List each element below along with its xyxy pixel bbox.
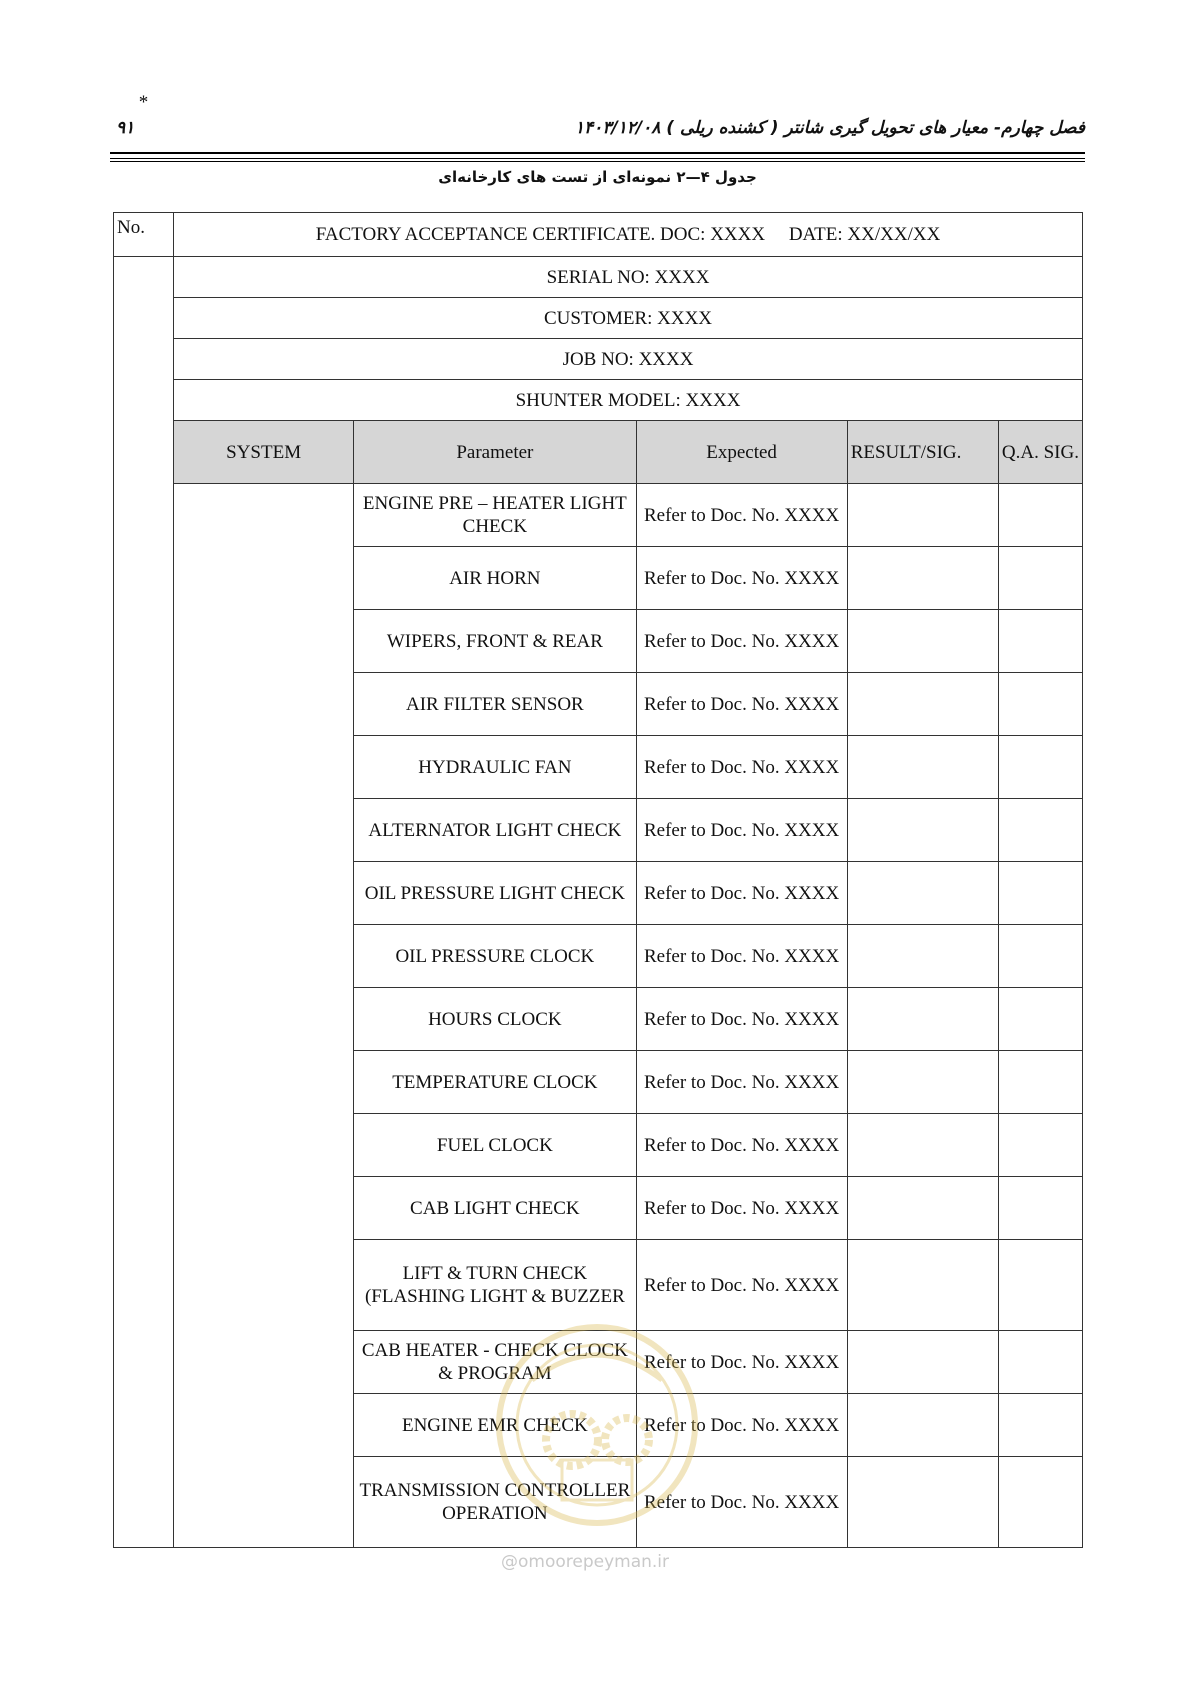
parameter-cell: AIR FILTER SENSOR [354,673,636,736]
expected-cell: Refer to Doc. No. XXXX [636,547,847,610]
column-header-row [114,421,1083,484]
expected-cell: Refer to Doc. No. XXXX [636,1331,847,1394]
expected-cell: Refer to Doc. No. XXXX [636,610,847,673]
parameter-cell: CAB LIGHT CHECK [354,1177,636,1240]
job-row [114,339,1083,380]
shunter-model: SHUNTER MODEL: XXXX [174,380,1083,421]
certificate-title-row [114,213,1083,257]
expected-cell: Refer to Doc. No. XXXX [636,799,847,862]
qa-sig-cell[interactable] [998,988,1082,1051]
qa-sig-cell[interactable] [998,1177,1082,1240]
parameter-cell: ENGINE EMR CHECK [354,1394,636,1457]
expected-cell: Refer to Doc. No. XXXX [636,1114,847,1177]
parameter-cell: AIR HORN [354,547,636,610]
result-cell[interactable] [847,1331,998,1394]
system-cell [174,484,354,1548]
customer-row [114,298,1083,339]
result-cell[interactable] [847,673,998,736]
qa-sig-cell[interactable] [998,610,1082,673]
qa-sig-cell[interactable] [998,736,1082,799]
result-cell[interactable] [847,1177,998,1240]
expected-cell: Refer to Doc. No. XXXX [636,1457,847,1548]
serial-number: SERIAL NO: XXXX [174,257,1083,298]
table-row [114,484,1083,547]
result-cell[interactable] [847,736,998,799]
page-header [110,118,1085,148]
result-cell[interactable] [847,1240,998,1331]
chapter-title: فصل چهارم- معیار های تحویل گیری شانتر ( کشنده ریلی ) ۱۴۰۳/۱۲/۰۸ [574,118,1085,138]
header-rule-thick [110,152,1085,154]
qa-sig-cell[interactable] [998,1240,1082,1331]
no-label: No. [114,213,174,257]
result-cell[interactable] [847,988,998,1051]
qa-sig-cell[interactable] [998,1394,1082,1457]
result-cell[interactable] [847,862,998,925]
parameter-cell: WIPERS, FRONT & REAR [354,610,636,673]
table-caption: جدول ۴—۲ نمونه‌ای از تست های کارخانه‌ای [438,168,757,186]
result-cell[interactable] [847,547,998,610]
parameter-cell: HYDRAULIC FAN [354,736,636,799]
expected-cell: Refer to Doc. No. XXXX [636,1177,847,1240]
parameter-cell: OIL PRESSURE LIGHT CHECK [354,862,636,925]
result-cell[interactable] [847,1114,998,1177]
expected-cell: Refer to Doc. No. XXXX [636,484,847,547]
col-qa-sig: Q.A. SIG. [998,421,1082,484]
parameter-cell: OIL PRESSURE CLOCK [354,925,636,988]
job-number: JOB NO: XXXX [174,339,1083,380]
parameter-cell: LIFT & TURN CHECK (FLASHING LIGHT & BUZZER [354,1240,636,1331]
model-row [114,380,1083,421]
result-cell[interactable] [847,1457,998,1548]
qa-sig-cell[interactable] [998,925,1082,988]
result-cell[interactable] [847,1051,998,1114]
col-expected: Expected [636,421,847,484]
expected-cell: Refer to Doc. No. XXXX [636,1051,847,1114]
header-rule-thin [110,158,1085,159]
star-marker: * [138,91,149,113]
qa-sig-cell[interactable] [998,1051,1082,1114]
qa-sig-cell[interactable] [998,1331,1082,1394]
result-cell[interactable] [847,925,998,988]
expected-cell: Refer to Doc. No. XXXX [636,925,847,988]
serial-row [114,257,1083,298]
result-cell[interactable] [847,484,998,547]
parameter-cell: HOURS CLOCK [354,988,636,1051]
parameter-cell: ALTERNATOR LIGHT CHECK [354,799,636,862]
customer: CUSTOMER: XXXX [174,298,1083,339]
expected-cell: Refer to Doc. No. XXXX [636,862,847,925]
parameter-cell: ENGINE PRE – HEATER LIGHT CHECK [354,484,636,547]
expected-cell: Refer to Doc. No. XXXX [636,988,847,1051]
expected-cell: Refer to Doc. No. XXXX [636,736,847,799]
certificate-title: FACTORY ACCEPTANCE CERTIFICATE. DOC: XXXX DATE: XX/XX/XX [174,213,1083,257]
col-system: SYSTEM [174,421,354,484]
expected-cell: Refer to Doc. No. XXXX [636,673,847,736]
qa-sig-cell[interactable] [998,1457,1082,1548]
result-cell[interactable] [847,610,998,673]
parameter-cell: CAB HEATER - CHECK CLOCK & PROGRAM [354,1331,636,1394]
page-number: ۹۱ [116,118,135,138]
expected-cell: Refer to Doc. No. XXXX [636,1394,847,1457]
parameter-cell: TEMPERATURE CLOCK [354,1051,636,1114]
header-rule-thin-2 [110,161,1085,162]
qa-sig-cell[interactable] [998,484,1082,547]
parameter-cell: TRANSMISSION CONTROLLER OPERATION [354,1457,636,1548]
result-cell[interactable] [847,799,998,862]
watermark: @omoorepeyman.ir [500,1552,670,1572]
result-cell[interactable] [847,1394,998,1457]
qa-sig-cell[interactable] [998,547,1082,610]
qa-sig-cell[interactable] [998,673,1082,736]
qa-sig-cell[interactable] [998,1114,1082,1177]
col-parameter: Parameter [354,421,636,484]
qa-sig-cell[interactable] [998,799,1082,862]
col-result: RESULT/SIG. [847,421,998,484]
qa-sig-cell[interactable] [998,862,1082,925]
parameter-cell: FUEL CLOCK [354,1114,636,1177]
expected-cell: Refer to Doc. No. XXXX [636,1240,847,1331]
